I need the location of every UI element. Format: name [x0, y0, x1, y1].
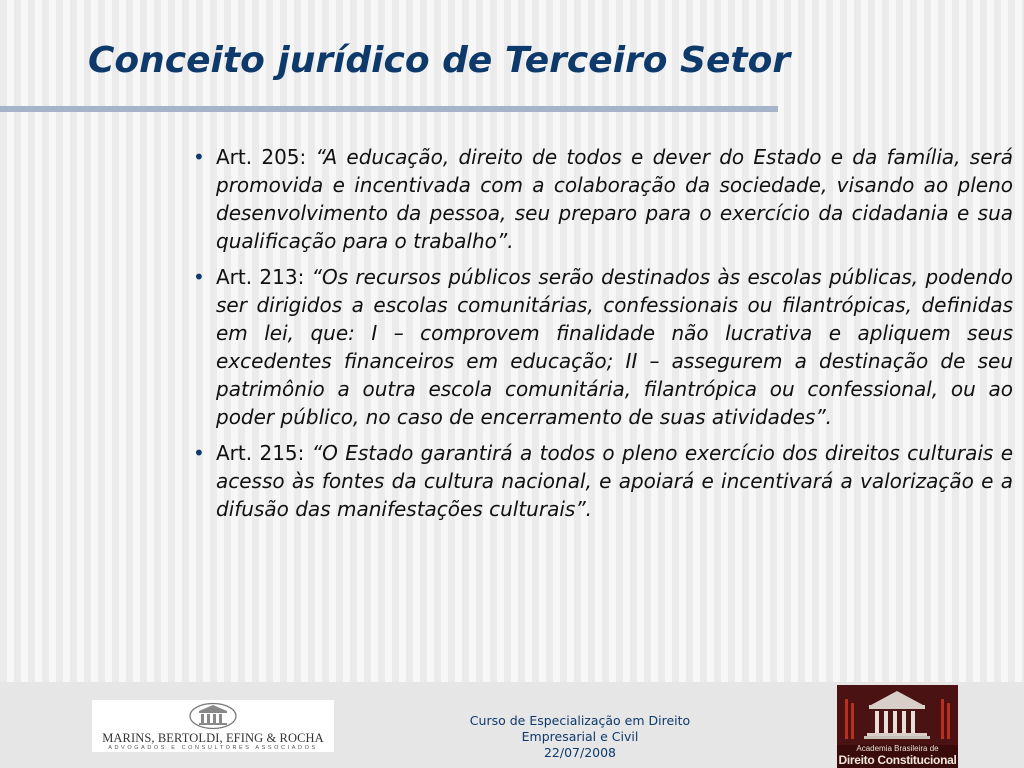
firm-name: MARINS, BERTOLDI, EFING & ROCHA [102, 731, 324, 745]
article-item [188, 439, 1013, 523]
article-label: Art. 215: [216, 441, 312, 465]
article-item [188, 263, 1013, 431]
article-quote: “A educação, direito de todos e dever do Estado e da família, será promovida e incentivada com a colaboração da sociedade, visando ao pleno desenvolvimento da pessoa, seu preparo para o exercício da cidadania e sua qualificação para o trabalho”. [216, 145, 1013, 253]
columns-emblem-icon [188, 702, 238, 730]
firm-logo [92, 700, 334, 752]
course-info [440, 713, 720, 761]
article-list [188, 143, 1013, 531]
firm-subtitle: ADVOGADOS E CONSULTORES ASSOCIADOS [108, 745, 318, 751]
article-label: Art. 213: [216, 265, 312, 289]
course-date: 22/07/2008 [543, 745, 617, 760]
bullet-icon: • [193, 441, 205, 465]
course-line-2: Empresarial e Civil [521, 729, 639, 744]
bullet-icon: • [193, 265, 205, 289]
course-line-1: Curso de Especialização em Direito [469, 713, 691, 728]
article-label: Art. 205: [216, 145, 316, 169]
slide-title: Conceito jurídico de Terceiro Setor [88, 40, 791, 81]
bullet-icon: • [193, 145, 205, 169]
article-quote: “O Estado garantirá a todos o pleno exercício dos direitos culturais e acesso às fontes da cultura nacional, e apoiará e incentivará a valorização e a difusão das manifestações culturais”. [216, 441, 1013, 521]
title-divider [0, 106, 778, 112]
academy-logo [837, 685, 958, 768]
academy-name-line-1: Academia Brasileira de [856, 744, 939, 753]
academy-name-line-2: Direito Constitucional [838, 753, 957, 767]
article-quote: “Os recursos públicos serão destinados às escolas públicas, podendo ser dirigidos a escolas comunitárias, confessionais ou filantrópicas, definidas em lei, que: I – comprovem finalidade não lucrativa e apliquem seus excedentes financeiros em educação; II – assegurem a destinação de seu patrimônio a outra escola comunitária, filantrópica ou confessional, ou ao poder público, no caso de encerramento de suas atividades”. [216, 265, 1013, 429]
temple-icon [837, 685, 958, 745]
article-item [188, 143, 1013, 255]
